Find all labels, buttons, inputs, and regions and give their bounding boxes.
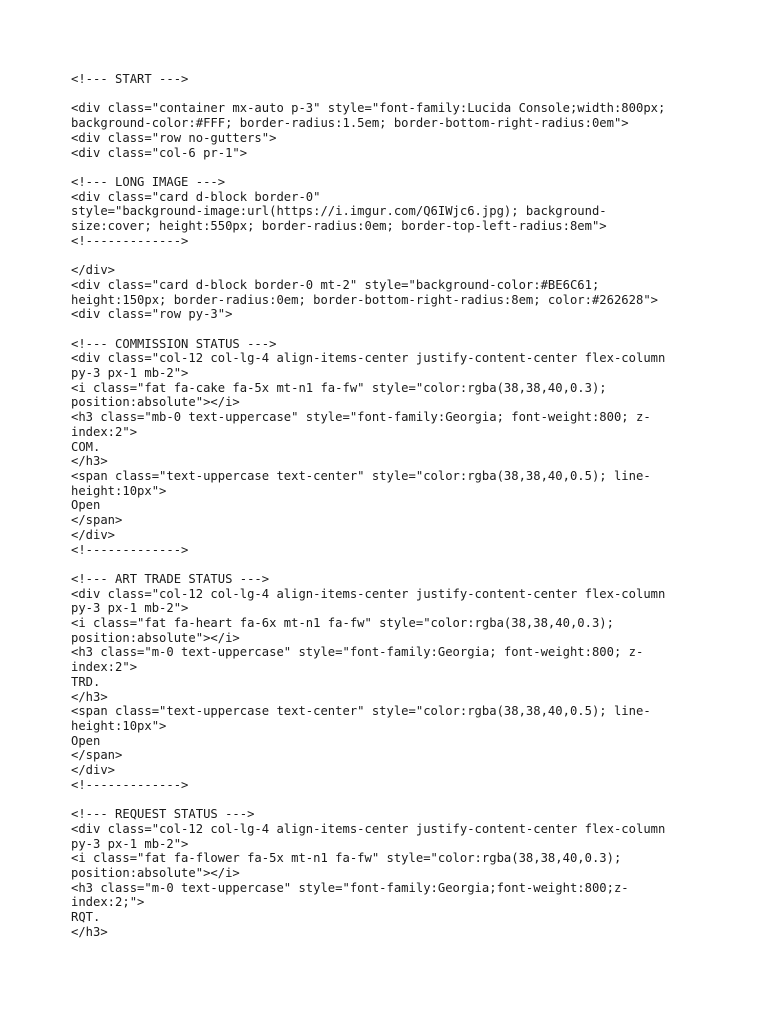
code-line: py-3 px-1 mb-2"> xyxy=(71,601,189,616)
code-line: style="background-image:url(https://i.imgur.com/Q6IWjc6.jpg); background- xyxy=(71,204,607,219)
code-line: COM. xyxy=(71,439,101,454)
code-line: <div class="col-12 col-lg-4 align-items-center justify-content-center flex-column xyxy=(71,821,666,836)
code-line: <h3 class="m-0 text-uppercase" style="font-family:Georgia; font-weight:800; z- xyxy=(71,645,644,660)
code-line: </span> xyxy=(71,513,123,528)
code-line: <div class="row py-3"> xyxy=(71,307,233,322)
code-line: <!--- LONG IMAGE ---> xyxy=(71,174,226,189)
code-line: <span class="text-uppercase text-center" style="color:rgba(38,38,40,0.5); line- xyxy=(71,468,651,483)
code-line: <i class="fat fa-cake fa-5x mt-n1 fa-fw" style="color:rgba(38,38,40,0.3); xyxy=(71,380,607,395)
code-line: RQT. xyxy=(71,910,101,925)
code-line: index:2;"> xyxy=(71,895,145,910)
code-line: </h3> xyxy=(71,454,108,469)
code-line: <div class="row no-gutters"> xyxy=(71,130,277,145)
code-line: <!--- ART TRADE STATUS ---> xyxy=(71,571,270,586)
code-line: height:10px"> xyxy=(71,483,167,498)
code-line: Open xyxy=(71,733,101,748)
code-line: size:cover; height:550px; border-radius:0em; border-top-left-radius:8em"> xyxy=(71,219,607,234)
code-line: <div class="container mx-auto p-3" style="font-family:Lucida Console;width:800px; xyxy=(71,101,666,116)
code-line: <div class="card d-block border-0" xyxy=(71,189,321,204)
code-line: <div class="card d-block border-0 mt-2" style="background-color:#BE6C61; xyxy=(71,277,600,292)
code-line: index:2"> xyxy=(71,660,138,675)
code-line: Open xyxy=(71,498,101,513)
code-line: py-3 px-1 mb-2"> xyxy=(71,366,189,381)
code-line: <h3 class="m-0 text-uppercase" style="font-family:Georgia;font-weight:800;z- xyxy=(71,880,629,895)
code-line: position:absolute"></i> xyxy=(71,395,240,410)
code-line: </h3> xyxy=(71,924,108,939)
code-line: </h3> xyxy=(71,689,108,704)
code-line: <!--- START ---> xyxy=(71,72,189,86)
code-line: background-color:#FFF; border-radius:1.5em; border-bottom-right-radius:0em"> xyxy=(71,116,629,131)
code-line: </div> xyxy=(71,263,116,278)
code-line: </span> xyxy=(71,748,123,763)
code-line: </div> xyxy=(71,527,116,542)
code-line: py-3 px-1 mb-2"> xyxy=(71,836,189,851)
code-line: <!-------------> xyxy=(71,777,189,792)
code-line: </div> xyxy=(71,763,116,778)
code-line: <!--- COMMISSION STATUS ---> xyxy=(71,336,277,351)
code-line: <!-------------> xyxy=(71,233,189,248)
code-line: TRD. xyxy=(71,674,101,689)
code-line: <h3 class="mb-0 text-uppercase" style="font-family:Georgia; font-weight:800; z- xyxy=(71,410,651,425)
code-line: <span class="text-uppercase text-center" style="color:rgba(38,38,40,0.5); line- xyxy=(71,704,651,719)
code-line: index:2"> xyxy=(71,424,138,439)
code-line: height:10px"> xyxy=(71,718,167,733)
code-listing xyxy=(71,72,701,939)
code-line: <i class="fat fa-heart fa-6x mt-n1 fa-fw" style="color:rgba(38,38,40,0.3); xyxy=(71,616,614,631)
code-line: <div class="col-6 pr-1"> xyxy=(71,145,248,160)
code-line: height:150px; border-radius:0em; border-bottom-right-radius:8em; color:#262628"> xyxy=(71,292,658,307)
code-line: position:absolute"></i> xyxy=(71,865,240,880)
code-line: <div class="col-12 col-lg-4 align-items-center justify-content-center flex-column xyxy=(71,351,666,366)
code-line: <i class="fat fa-flower fa-5x mt-n1 fa-fw" style="color:rgba(38,38,40,0.3); xyxy=(71,851,622,866)
code-line: <!--- REQUEST STATUS ---> xyxy=(71,807,255,822)
code-line: <!-------------> xyxy=(71,542,189,557)
code-line: <div class="col-12 col-lg-4 align-items-center justify-content-center flex-column xyxy=(71,586,666,601)
code-line: position:absolute"></i> xyxy=(71,630,240,645)
